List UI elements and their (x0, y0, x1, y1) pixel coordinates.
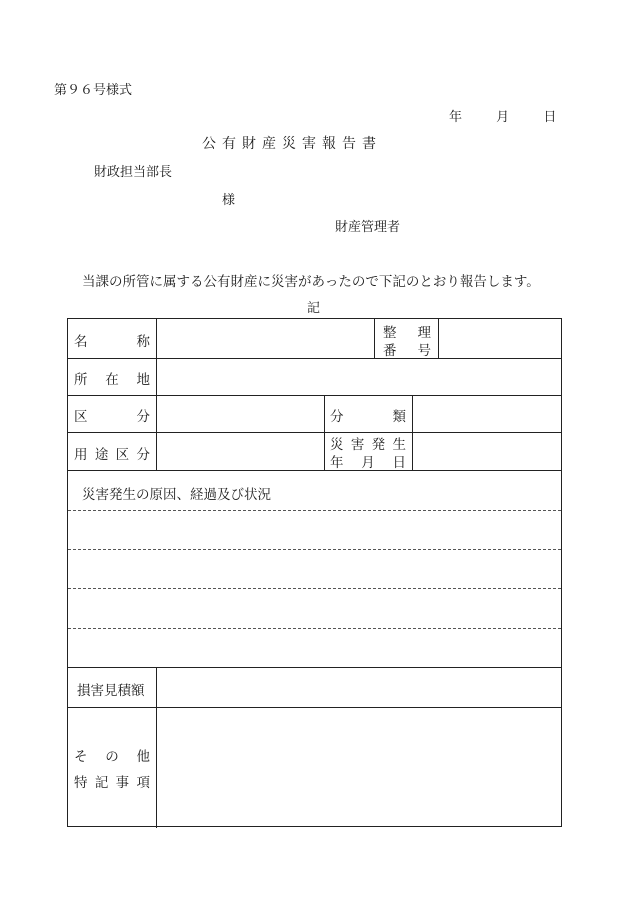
other-label-1 (74, 745, 150, 765)
other-label-char: 特 (74, 775, 88, 791)
location-label-3: 地 (136, 372, 150, 388)
disaster-date-char: 生 (392, 437, 406, 453)
location-value-cell[interactable] (157, 359, 561, 395)
disaster-date-char: 年 (330, 455, 344, 471)
location-label-1: 所 (74, 372, 88, 388)
disaster-date-label-1 (330, 433, 406, 453)
youto-label-2: 途 (94, 447, 109, 463)
youto-label-3: 区 (115, 447, 130, 463)
honorific: 様 (222, 193, 236, 208)
col-divider (374, 319, 375, 358)
other-label-char: の (105, 749, 119, 765)
intro-text: 当課の所管に属する公有財産に災害があったので下記のとおり報告します。 (82, 274, 540, 290)
name-value-cell[interactable] (157, 319, 374, 358)
disaster-date-value-cell[interactable] (413, 433, 561, 470)
sender: 財産管理者 (335, 220, 401, 235)
name-label-1: 名 (74, 334, 88, 350)
bango-label (383, 339, 431, 359)
document-title: 公有財産災害報告書 (202, 136, 382, 152)
other-label-char: 項 (136, 775, 150, 791)
seiri-bango-value-cell[interactable] (439, 319, 561, 358)
date-year-label: 年 (449, 110, 463, 125)
other-label-char: 記 (94, 775, 109, 791)
addressee: 財政担当部長 (94, 165, 173, 180)
col-divider (324, 395, 325, 470)
name-label-2: 称 (136, 334, 150, 350)
other-label-char: 事 (115, 775, 130, 791)
location-label-2: 在 (105, 372, 119, 388)
youto-label-1: 用 (74, 447, 88, 463)
bunrui-value-cell[interactable] (413, 396, 561, 432)
ki-mark: 記 (307, 301, 321, 316)
seiri-label-1: 整 (383, 325, 397, 341)
name-label (74, 330, 150, 350)
other-value-cell[interactable] (157, 708, 561, 826)
date-line (449, 106, 556, 125)
disaster-date-char: 害 (350, 437, 365, 453)
damage-label: 損害見積額 (77, 683, 145, 699)
seiri-label-2: 理 (417, 325, 431, 341)
cause-label: 災害発生の原因、経過及び状況 (82, 487, 271, 503)
disaster-date-char: 日 (392, 455, 406, 471)
youto-label (74, 443, 150, 463)
bango-label-2: 号 (417, 343, 431, 359)
kubun-label-2: 分 (136, 409, 150, 425)
disaster-date-char: 災 (330, 437, 344, 453)
bunrui-label-2: 類 (392, 409, 406, 425)
kubun-label (74, 405, 150, 425)
report-table (67, 318, 562, 827)
other-label-char: 他 (136, 749, 150, 765)
kubun-value-cell[interactable] (157, 396, 324, 432)
bango-label-1: 番 (383, 343, 397, 359)
disaster-date-char: 発 (371, 437, 386, 453)
bunrui-label (330, 405, 406, 425)
other-label-2 (74, 771, 150, 791)
kubun-label-1: 区 (74, 409, 88, 425)
disaster-date-char: 月 (361, 455, 375, 471)
date-month-label: 月 (496, 110, 510, 125)
seiri-label (383, 321, 431, 341)
cause-value-area[interactable] (68, 511, 561, 667)
form-number: 第９６号様式 (54, 83, 133, 98)
other-label-char: そ (74, 749, 88, 765)
bunrui-label-1: 分 (330, 409, 344, 425)
youto-label-4: 分 (136, 447, 150, 463)
location-label (74, 368, 150, 388)
disaster-date-label-2 (330, 451, 406, 471)
date-day-label: 日 (543, 110, 557, 125)
row-divider (68, 470, 561, 471)
youto-value-cell[interactable] (157, 433, 324, 470)
damage-value-cell[interactable] (157, 668, 561, 707)
